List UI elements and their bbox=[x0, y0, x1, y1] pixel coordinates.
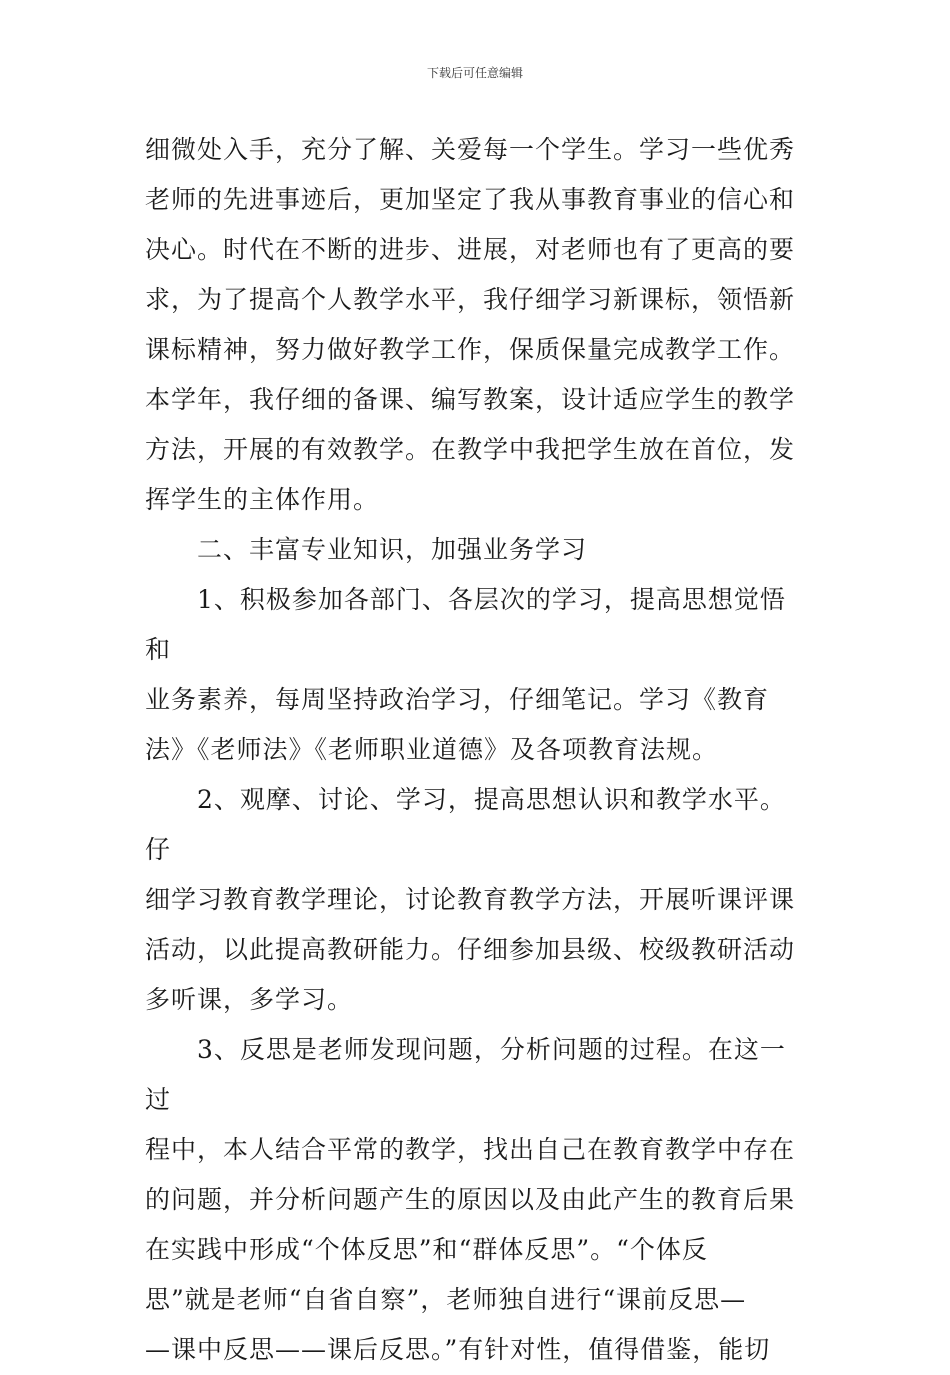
text-line: 在实践中形成“个体反思”和“群体反思”。“个体反 bbox=[145, 1235, 708, 1264]
section-heading: 二、丰富专业知识，加强业务学习 bbox=[197, 535, 588, 564]
text-line: 1、积极参加各部门、各层次的学习，提高思想觉悟和 bbox=[145, 585, 786, 664]
text-line: 细学习教育教学理论，讨论教育教学方法，开展听课评课 bbox=[145, 885, 796, 914]
text-line: 求，为了提高个人教学水平，我仔细学习新课标，领悟新 bbox=[145, 285, 796, 314]
text-line: 3、反思是老师发现问题，分析问题的过程。在这一过 bbox=[145, 1035, 786, 1114]
text-line: 程中，本人结合平常的教学，找出自己在教育教学中存在 bbox=[145, 1135, 796, 1164]
text-line: 多听课，多学习。 bbox=[145, 985, 354, 1014]
text-line: 的问题，并分析问题产生的原因以及由此产生的教育后果 bbox=[145, 1185, 796, 1214]
text-line: 2、观摩、讨论、学习，提高思想认识和教学水平。仔 bbox=[145, 785, 786, 864]
text-line: 思”就是老师“自省自察”，老师独自进行“课前反思— bbox=[145, 1285, 747, 1314]
text-line: 决心。时代在不断的进步、进展，对老师也有了更高的要 bbox=[145, 235, 796, 264]
text-line: 法》《老师法》《老师职业道德》及各项教育法规。 bbox=[145, 735, 719, 764]
text-line: 课标精神，努力做好教学工作，保质保量完成教学工作。 bbox=[145, 335, 796, 364]
text-line: 方法，开展的有效教学。在教学中我把学生放在首位，发 bbox=[145, 435, 796, 464]
text-line: 本学年，我仔细的备课、编写教案，设计适应学生的教学 bbox=[145, 385, 796, 414]
text-line: 活动，以此提高教研能力。仔细参加县级、校级教研活动 bbox=[145, 935, 796, 964]
page-header: 下载后可任意编辑 bbox=[426, 66, 523, 80]
text-line: 挥学生的主体作用。 bbox=[145, 485, 380, 514]
text-line: 老师的先进事迹后，更加坚定了我从事教育事业的信心和 bbox=[145, 185, 796, 214]
document-body bbox=[145, 125, 807, 1375]
text-line: 业务素养，每周坚持政治学习，仔细笔记。学习《教育 bbox=[145, 685, 770, 714]
text-line: 细微处入手，充分了解、关爱每一个学生。学习一些优秀 bbox=[145, 135, 796, 164]
text-line: —课中反思——课后反思。”有针对性，值得借鉴，能切 bbox=[145, 1335, 771, 1364]
